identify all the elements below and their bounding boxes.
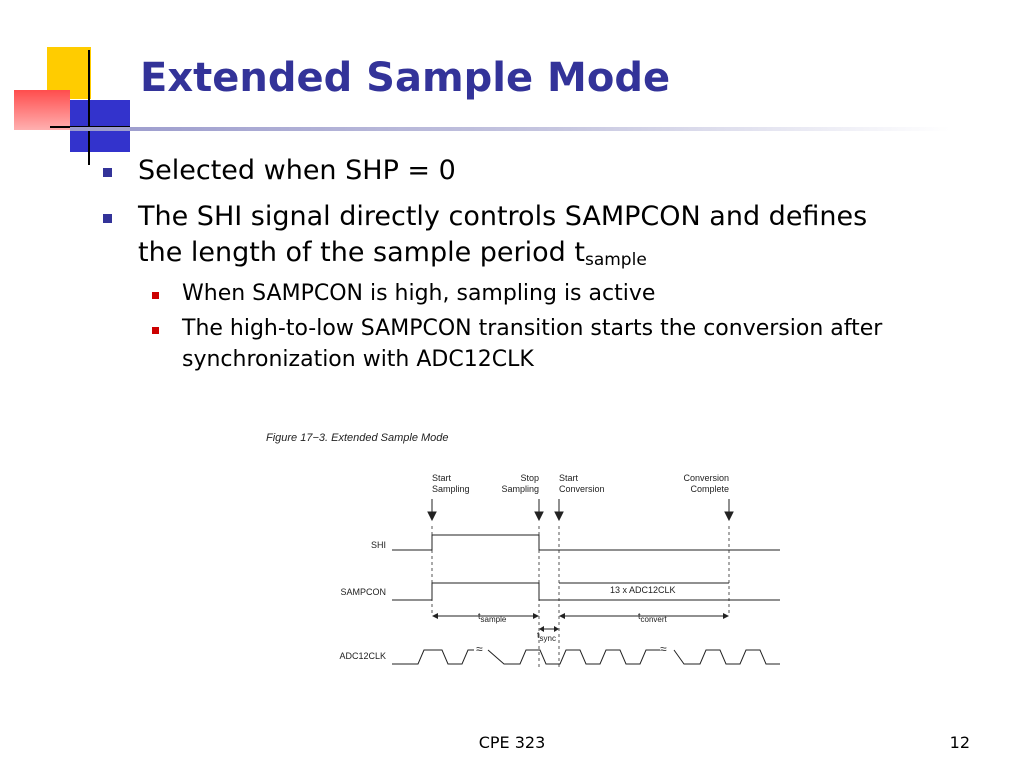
sub-bullet-text xyxy=(182,278,655,309)
sub-bullet-text-line: When SAMPCON is high, sampling is active xyxy=(182,281,656,306)
interval-sample-arrowhead xyxy=(533,613,539,619)
event-label-stop-sampling: Sampling xyxy=(501,484,539,494)
label-t-sync-t: t xyxy=(537,630,540,640)
waveform-adc12clk-left xyxy=(392,650,474,664)
logo-vertical-line xyxy=(88,50,90,165)
sub-bullet-text-line: The high-to-low SAMPCON transition starts the conversion after xyxy=(182,316,883,341)
event-label-start-conversion: Conversion xyxy=(559,484,605,494)
waveform-adc12clk-mid xyxy=(488,650,660,664)
timing-diagram-figure xyxy=(240,420,820,690)
interval-sync-arrowhead xyxy=(554,626,559,632)
bullet-text-line: Selected when SHP = 0 xyxy=(138,155,456,186)
interval-sample-arrowhead xyxy=(432,613,438,619)
corner-logo xyxy=(0,0,150,175)
interval-sync-arrowhead xyxy=(539,626,544,632)
sub-bullet-text-line: synchronization with ADC12CLK xyxy=(182,347,534,372)
sub-bullet-marker xyxy=(152,292,159,299)
label-t-sample xyxy=(478,611,507,624)
waveform-sampcon xyxy=(392,583,780,600)
timing-diagram xyxy=(240,420,820,690)
signal-label-adc12clk: ADC12CLK xyxy=(339,651,386,661)
sampcon-conversion-note: 13 x ADC12CLK xyxy=(610,585,676,595)
label-t-convert-t: t xyxy=(638,611,641,621)
clock-break-mark-right: ≈ xyxy=(660,642,667,656)
label-t-sync-sub: sync xyxy=(539,634,556,643)
signal-label-shi: SHI xyxy=(370,540,386,550)
label-t-sample-t: t xyxy=(478,611,481,621)
bullet-text xyxy=(138,153,456,189)
label-t-convert xyxy=(638,611,668,624)
arrow-start-sampling xyxy=(428,499,436,520)
bullet-text xyxy=(138,199,867,278)
bullet-text-line: The SHI signal directly controls SAMPCON and defines xyxy=(138,201,868,232)
footer-course-code: CPE 323 xyxy=(478,733,546,752)
label-t-sample-sub: sample xyxy=(480,615,507,624)
figure-caption: Figure 17−3. Extended Sample Mode xyxy=(266,432,449,444)
interval-convert-arrowhead xyxy=(559,613,565,619)
title-underline xyxy=(70,127,950,131)
arrow-stop-sampling xyxy=(535,499,543,520)
interval-convert-arrowhead xyxy=(723,613,729,619)
label-t-sync xyxy=(537,630,556,643)
sub-bullet-text xyxy=(182,313,882,375)
event-label-start-sampling: Start xyxy=(432,473,452,483)
event-label-conversion-complete: Conversion xyxy=(683,473,729,483)
event-label-start-conversion: Start xyxy=(559,473,579,483)
slide-title: Extended Sample Mode xyxy=(140,55,671,101)
slide-number: 12 xyxy=(949,733,970,752)
label-t-convert-sub: convert xyxy=(640,615,667,624)
clock-break-mark-left: ≈ xyxy=(476,642,483,656)
event-label-start-sampling: Sampling xyxy=(432,484,470,494)
logo-red-square xyxy=(14,90,70,130)
bullet-text-line: the length of the sample period t xyxy=(138,237,585,268)
waveform-adc12clk-right xyxy=(674,650,780,664)
arrow-start-conversion xyxy=(555,499,563,520)
subscript-sample: sample xyxy=(584,250,647,270)
waveform-shi xyxy=(392,535,780,550)
signal-label-sampcon: SAMPCON xyxy=(340,587,386,597)
event-label-conversion-complete: Complete xyxy=(690,484,729,494)
event-label-stop-sampling: Stop xyxy=(520,473,539,483)
bullet-marker xyxy=(103,214,112,223)
arrow-conversion-complete xyxy=(725,499,733,520)
bullet-marker xyxy=(103,168,112,177)
sub-bullet-marker xyxy=(152,327,159,334)
